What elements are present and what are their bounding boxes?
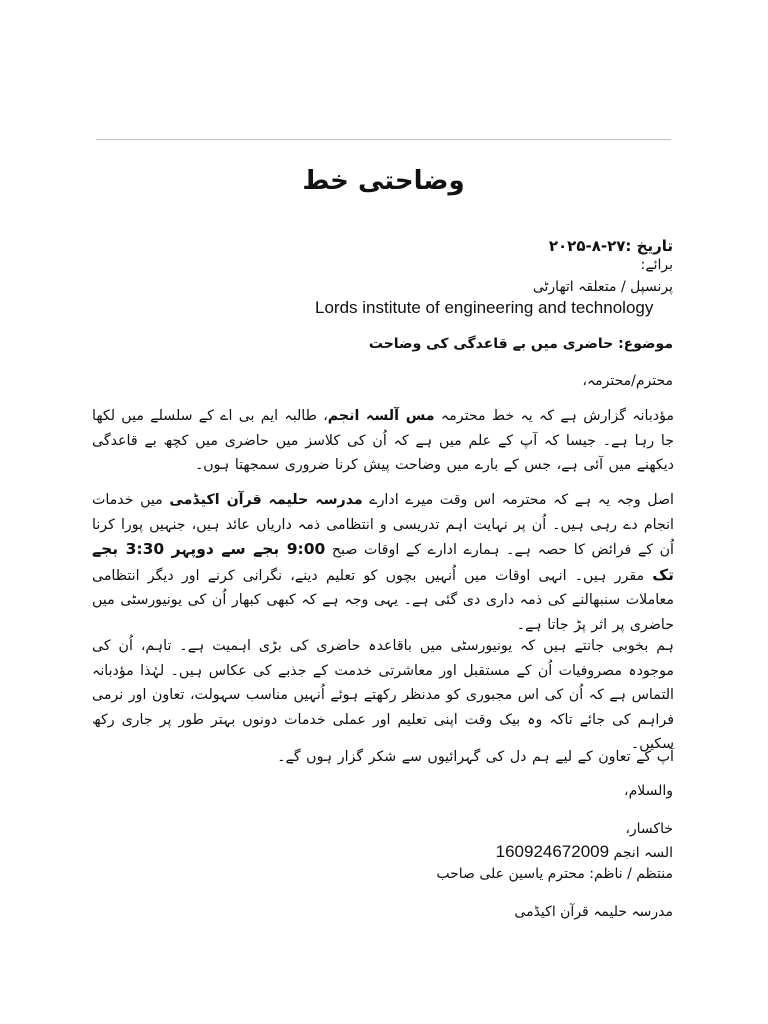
p2-text-a: اصل وجہ یہ ہے کہ محترمہ اس وقت میرے ادارے [362,492,674,508]
manager-line: منتظم / ناظم: محترم یاسین علی صاحب [436,866,673,882]
timing: 9:00 بجے سے دوپہر 3:30 بجے تک [92,540,674,584]
p2-text-b: میں خدمات انجام دے رہی ہیں۔ اُن پر نہایت اہم تدریسی و انتظامی ذمہ داریاں عائد ہیں، جنہیں پورا کرنا اُن کے فرائض کا حصہ ہے۔ ہمارے ادارے کے اوقات صبح [92,492,674,558]
student-signature-label: السہ انجم [613,845,673,861]
to-label: برائے: [640,257,673,273]
khaksar: خاکسار، [625,821,673,837]
header-divider [96,139,671,140]
recipient-role: پرنسپل / متعلقہ اتھارٹی [532,279,673,295]
salutation: محترم/محترمہ، [582,373,673,389]
madrasa-signature: مدرسہ حلیمہ قرآن اکیڈمی [514,904,673,920]
student-id: 160924672009 [495,842,610,861]
paragraph-4: آپ کے تعاون کے لیے ہم دل کی گہرائیوں سے شکر گزار ہوں گے۔ [277,749,674,765]
closing: والسلام، [624,783,673,799]
page-title: وضاحتی خط [302,166,465,196]
madrasa-name: مدرسہ حلیمہ قرآن اکیڈمی [169,492,363,508]
paragraph-2 [92,488,674,637]
subject-line: موضوع: حاضری میں بے قاعدگی کی وضاحت [368,336,673,352]
paragraph-3: ہم بخوبی جانتے ہیں کہ یونیورسٹی میں باقاعدہ حاضری کی بڑی اہمیت ہے۔ تاہم، اُن کی موجودہ مصروفیات اُن کے مستقبل اور معاشرتی خدمت کے جذبے کی عکاس ہیں۔ لہٰذا مؤدبانہ التماس ہے کہ اُن کی اس مجبوری کو مدنظر رکھتے ہوئے اُنہیں مناسب سہولت، تعاون اور نرمی فراہم کی جائے تاکہ وہ بیک وقت اپنی تعلیم اور عملی خدمات دونوں بہتر طور پر جاری رکھ سکیں۔ [92,638,674,752]
p2-text-c: مقرر ہیں۔ انہی اوقات میں اُنہیں بچوں کو تعلیم دینے، نگرانی کرنے اور دیگر انتظامی معاملات سنبھالنے کی ذمہ داری دی گئی ہے۔ یہی وجہ ہے کہ کبھی کبھار اُن کی یونیورسٹی میں حاضری پر اثر پڑ جاتا ہے۔ [92,567,674,633]
recipient-institution: Lords institute of engineering and technology [315,298,654,317]
date-line: تاریخ :۲۷-۸-۲۰۲۵ [548,237,673,255]
p1-text-a: مؤدبانہ گزارش ہے کہ یہ خط محترمہ [434,408,675,424]
student-signature [496,842,673,862]
p1-text-b: ، طالبہ ایم بی اے کے سلسلے میں لکھا جا رہا ہے۔ جیسا کہ آپ کے علم میں ہے کہ اُن کی کلاسز میں حاضری میں کچھ بے قاعدگی دیکھنے میں آئی ہے، جس کے بارے میں وضاحت پیش کرنا ضروری سمجھتا ہوں۔ [92,408,674,473]
student-name: مس آلسہ انجم [327,408,435,424]
paragraph-1 [92,404,674,478]
